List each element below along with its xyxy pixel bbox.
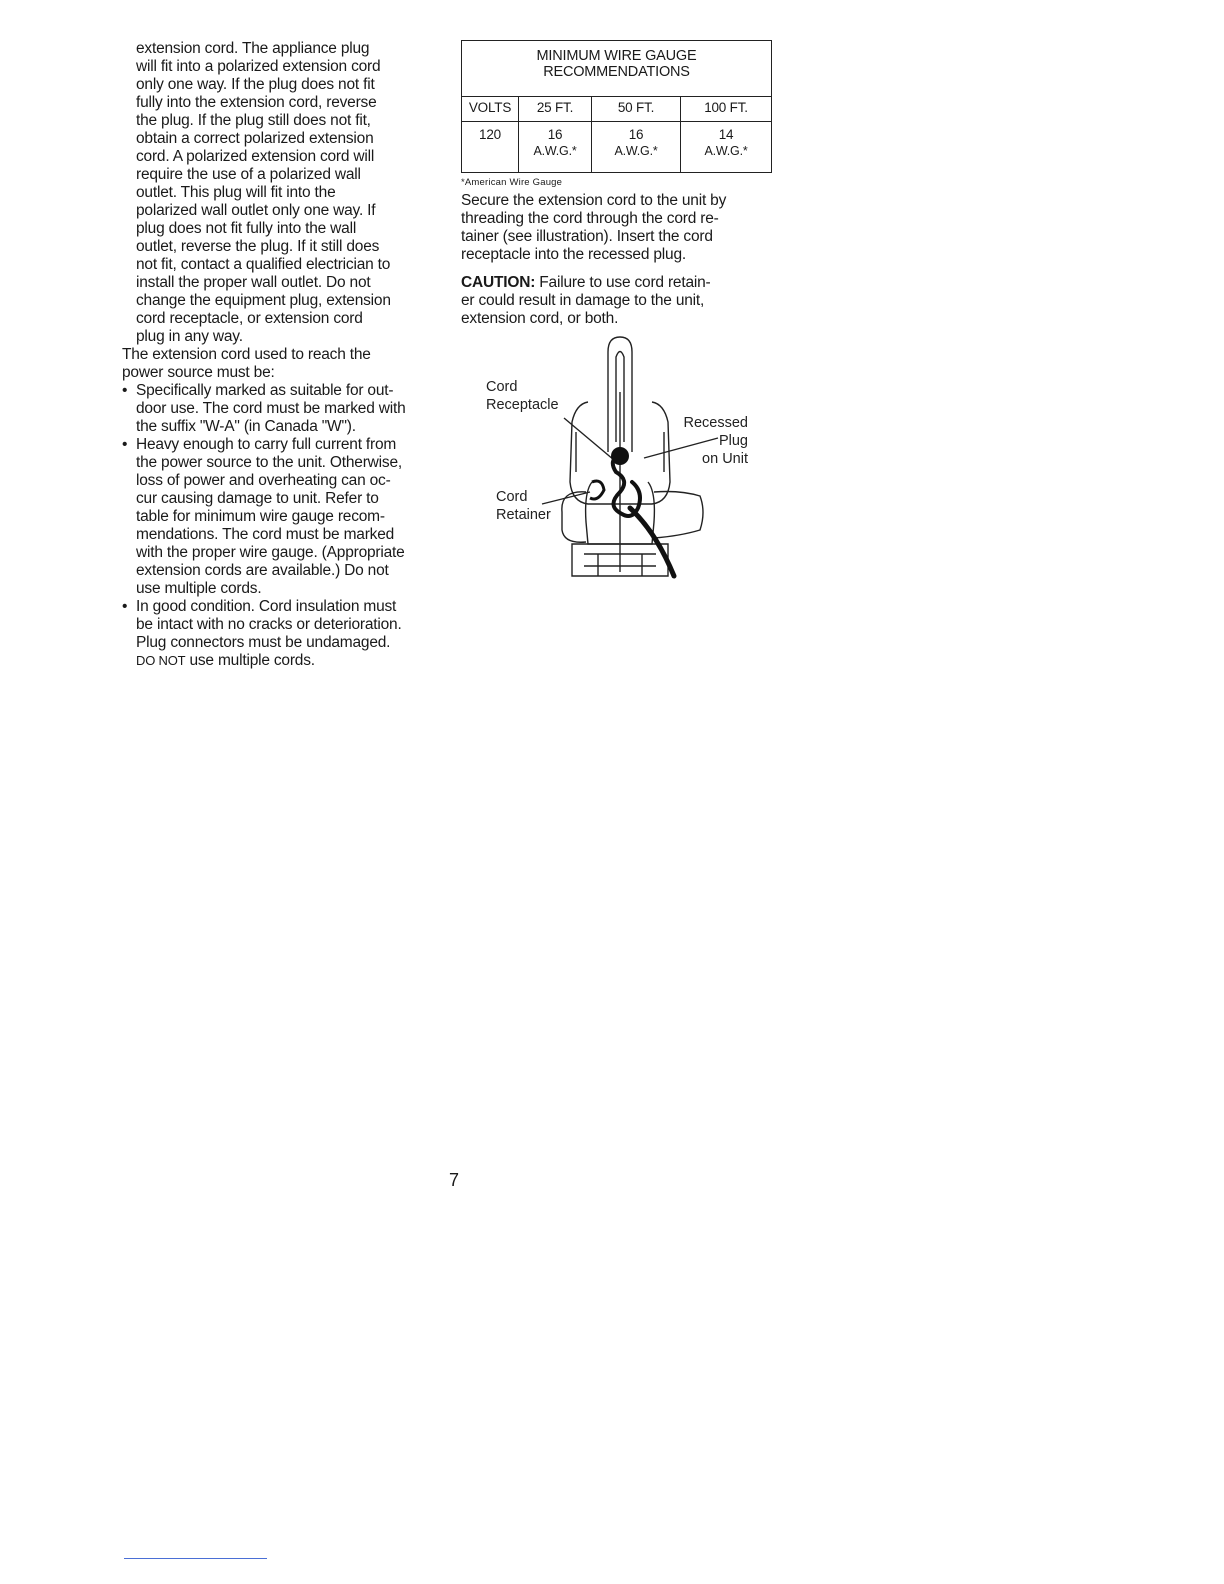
text-line: extension cord. The appliance plug <box>136 40 370 57</box>
do-not-rest: use multiple cords. <box>185 652 315 669</box>
bullet-icon: • <box>122 382 128 399</box>
requirements-lead <box>122 346 438 382</box>
text-line: obtain a correct polarized extension <box>136 130 374 147</box>
cell-25ft <box>519 122 592 173</box>
text-line: door use. The cord must be marked with <box>136 400 406 417</box>
bullet-icon: • <box>122 436 128 453</box>
cell-50ft <box>592 122 681 173</box>
page-number: 7 <box>449 1170 460 1190</box>
text-line: install the proper wall outlet. Do not <box>136 274 371 291</box>
gauge-value: 16 <box>628 127 644 142</box>
list-item <box>122 436 438 598</box>
text-line: change the equipment plug, extension <box>136 292 391 309</box>
gauge-value: 16 <box>547 127 563 142</box>
requirements-list <box>122 382 438 670</box>
label-line: on Unit <box>702 451 748 467</box>
text-line: extension cords are available.) Do not <box>136 562 389 579</box>
label-cord-retainer <box>496 488 551 524</box>
gauge-value: 14 <box>718 127 734 142</box>
bullet-icon: • <box>122 598 128 615</box>
table-footnote: *American Wire Gauge <box>461 177 563 188</box>
text-line: power source must be: <box>122 364 275 381</box>
gauge-unit: A.W.G.* <box>704 144 748 158</box>
text-line: require the use of a polarized wall <box>136 166 361 183</box>
cell-volts: 120 <box>462 122 519 173</box>
list-item <box>122 382 438 436</box>
gauge-unit: A.W.G.* <box>533 144 577 158</box>
text-line: threading the cord through the cord re- <box>461 210 719 227</box>
text-line: outlet. This plug will fit into the <box>136 184 336 201</box>
table-row <box>462 122 772 173</box>
text-line: mendations. The cord must be marked <box>136 526 395 543</box>
header-25ft: 25 FT. <box>519 97 592 122</box>
header-50ft: 50 FT. <box>592 97 681 122</box>
text-line: cord. A polarized extension cord will <box>136 148 375 165</box>
header-volts: VOLTS <box>462 97 519 122</box>
secure-cord-paragraph <box>461 192 773 264</box>
header-100ft: 100 FT. <box>681 97 772 122</box>
text-line: Secure the extension cord to the unit by <box>461 192 727 209</box>
text-line: The extension cord used to reach the <box>122 346 371 363</box>
right-column <box>461 40 773 328</box>
text-line: outlet, reverse the plug. If it still does <box>136 238 380 255</box>
label-cord-receptacle <box>486 378 559 414</box>
do-not-line <box>136 652 438 670</box>
label-line: Plug <box>718 433 748 449</box>
label-line: Cord <box>496 489 528 505</box>
table-header-row <box>462 97 772 122</box>
wire-gauge-table <box>461 40 772 173</box>
text-line: er could result in damage to the unit, <box>461 292 705 309</box>
gauge-unit: A.W.G.* <box>614 144 658 158</box>
text-line: only one way. If the plug does not fit <box>136 76 375 93</box>
label-line: Cord <box>486 379 518 395</box>
text-line: cur causing damage to unit. Refer to <box>136 490 379 507</box>
polarized-plug-paragraph <box>122 40 438 346</box>
list-item <box>122 598 438 670</box>
label-line: Receptacle <box>486 397 559 413</box>
do-not-caps: DO NOT <box>136 653 186 668</box>
text-line: fully into the extension cord, reverse <box>136 94 377 111</box>
text-line: polarized wall outlet only one way. If <box>136 202 376 219</box>
caution-text: Failure to use cord retain- <box>535 274 711 291</box>
text-line: receptacle into the recessed plug. <box>461 246 686 263</box>
label-line: Retainer <box>496 507 551 523</box>
caution-paragraph <box>461 274 773 328</box>
label-line: Recessed <box>683 415 748 431</box>
caution-first-line <box>461 274 773 292</box>
left-pod <box>562 492 586 542</box>
text-line: Heavy enough to carry full current from <box>136 436 397 453</box>
cord-retainer-clip <box>590 481 604 499</box>
table-title <box>462 41 772 97</box>
text-line: tainer (see illustration). Insert the cord <box>461 228 713 245</box>
text-line: will fit into a polarized extension cord <box>136 58 381 75</box>
text-line: plug in any way. <box>136 328 243 345</box>
right-pod <box>654 492 703 539</box>
caution-label: CAUTION: <box>461 274 536 291</box>
text-line: not fit, contact a qualified electrician to <box>136 256 391 273</box>
text-line: Specifically marked as suitable for out- <box>136 382 394 399</box>
text-line: the suffix "W-A" (in Canada "W"). <box>136 418 356 435</box>
label-recessed-plug <box>676 414 748 468</box>
text-line: In good condition. Cord insulation must <box>136 598 397 615</box>
cord-receptacle-plug <box>611 447 629 465</box>
cell-100ft <box>681 122 772 173</box>
table-title-line: RECOMMENDATIONS <box>543 64 690 80</box>
text-line: be intact with no cracks or deterioration. <box>136 616 402 633</box>
text-line: the power source to the unit. Otherwise, <box>136 454 402 471</box>
text-line: use multiple cords. <box>136 580 262 597</box>
text-line: table for minimum wire gauge recom- <box>136 508 385 525</box>
text-line: the plug. If the plug still does not fit, <box>136 112 371 129</box>
text-line: with the proper wire gauge. (Appropriate <box>136 544 405 561</box>
left-column <box>122 40 438 670</box>
bottom-divider <box>124 1558 267 1559</box>
cord-retainer-illustration <box>480 332 770 582</box>
table-title-line: MINIMUM WIRE GAUGE <box>536 48 697 64</box>
text-line: cord receptacle, or extension cord <box>136 310 363 327</box>
text-line: plug does not fit fully into the wall <box>136 220 357 237</box>
text-line: loss of power and overheating can oc- <box>136 472 391 489</box>
text-line: Plug connectors must be undamaged. <box>136 634 391 651</box>
text-line: extension cord, or both. <box>461 310 619 327</box>
